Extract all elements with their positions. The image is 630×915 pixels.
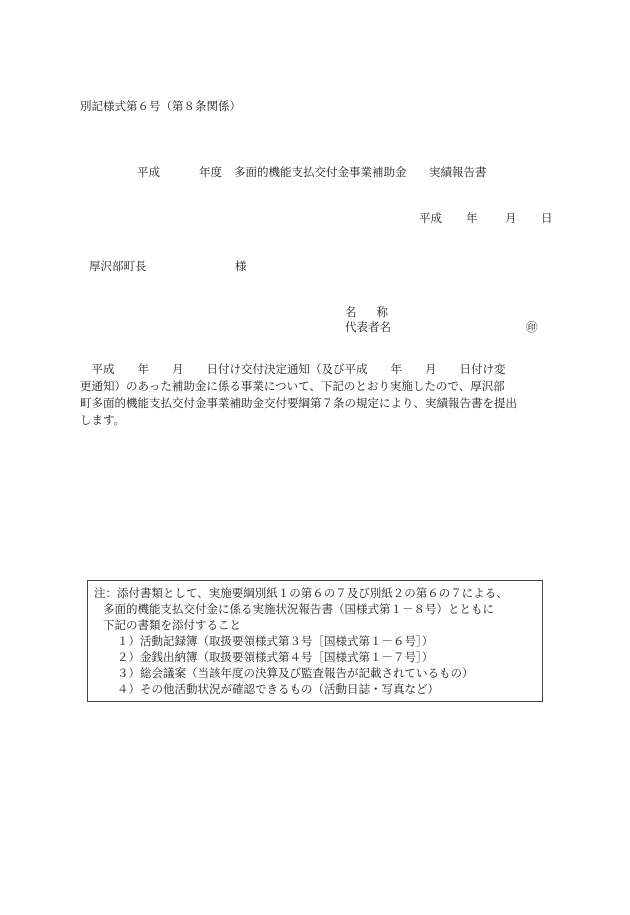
name-label-char-1: 名 <box>345 305 357 319</box>
note-item: １）活動記録簿（取扱要領様式第３号［国様式第１－６号］） <box>117 634 434 648</box>
date-day: 日 <box>541 211 553 225</box>
note-item: ３）総会議案（当該年度の決算及び監査報告が記載されているもの） <box>117 666 474 680</box>
title-report: 実績報告書 <box>429 165 487 179</box>
note-item: ４）その他活動状況が確認できるもの（活動日誌・写真など） <box>117 682 439 696</box>
body-line: 更通知）のあった補助金に係る事業について、下記のとおり実施したので、厚沢部 <box>80 379 505 393</box>
title-fiscal-year: 年度 <box>199 165 222 179</box>
representative-label: 代表者名 <box>345 320 391 334</box>
body-line: 町多面的機能支払交付金事業補助金交付要綱第７条の規定により、実績報告書を提出 <box>80 396 517 410</box>
note-box <box>87 580 543 702</box>
name-label <box>345 304 388 320</box>
addressee-name: 厚沢部町長 <box>89 259 147 273</box>
date-month: 月 <box>505 211 517 225</box>
note-line: 注：添付書類として、実施要綱別紙１の第６の７及び別紙２の第６の７による、 <box>94 586 508 600</box>
title-main: 多面的機能支払交付金事業補助金 <box>234 165 407 179</box>
form-number: 別記様式第６号（第８条関係） <box>80 99 241 113</box>
note-line: 多面的機能支払交付金に係る実施状況報告書（国様式第１－８号）とともに <box>103 602 494 616</box>
body-line: します。 <box>80 413 126 427</box>
body-paragraph <box>80 361 550 429</box>
date-era: 平成 <box>419 211 442 225</box>
addressee-honorific: 様 <box>235 259 247 273</box>
seal-mark: ㊞ <box>526 320 538 334</box>
note-line: 下記の書類を添付すること <box>103 618 241 632</box>
body-line: 平成 年 月 日付け交付決定通知（及び平成 年 月 日付け変 <box>80 362 506 376</box>
title-era: 平成 <box>137 165 160 179</box>
note-item: ２）金銭出納簿（取扱要領様式第４号［国様式第１－７号］） <box>117 650 434 664</box>
name-label-char-2: 称 <box>376 305 388 319</box>
date-year: 年 <box>466 211 478 225</box>
